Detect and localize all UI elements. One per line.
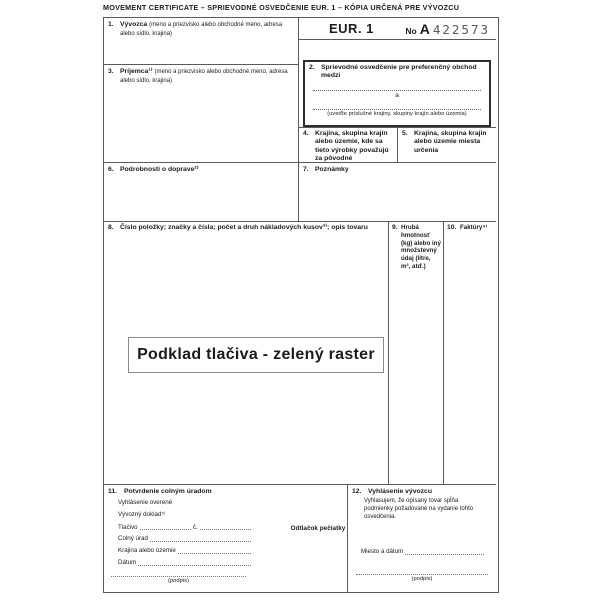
form-code: EUR. 1 xyxy=(329,21,374,36)
field-1-exporter xyxy=(104,18,299,65)
exporter-signature-caption: (podpis) xyxy=(411,576,433,582)
field-11-customs-endorsement xyxy=(104,485,348,592)
form-type-row xyxy=(118,525,253,532)
field-2-caption: (uveďte príslušné krajiny, skupiny krajín alebo územia) xyxy=(327,110,467,117)
field-10-label: Faktúry⁴⁾ xyxy=(460,224,488,231)
field-5-number: 5. xyxy=(402,130,408,137)
field-3-consignee xyxy=(104,65,299,163)
field-5-destination xyxy=(398,128,496,163)
fields-4-5-row xyxy=(299,127,496,163)
field-6-label: Podrobnosti o doprave²⁾ xyxy=(120,166,199,173)
form-code-header xyxy=(299,18,496,40)
field-8-number: 8. xyxy=(108,224,114,231)
serial-number: 422573 xyxy=(432,21,490,37)
customs-signature-line xyxy=(111,576,246,577)
field-2-preferential-trade xyxy=(303,60,491,127)
field-12-label: Vyhlásenie vývozcu xyxy=(368,488,432,495)
exporter-signature-block xyxy=(356,574,488,582)
field-6-number: 6. xyxy=(108,166,114,173)
field-9-label: Hrubá hmotnosť (kg) alebo iný množstevný údaj (litre, m³, atď.) xyxy=(401,224,441,270)
field-9-gross-mass xyxy=(389,222,444,484)
issuing-country-fill xyxy=(178,553,251,554)
field-3-label: Príjemca¹⁾ (meno a priezvisko alebo obchodné meno, adresa alebo sídlo, krajina) xyxy=(120,68,288,84)
customs-office-label: Colný úrad xyxy=(118,535,148,543)
field-4-number: 4. xyxy=(303,130,309,137)
field-4-origin-country xyxy=(299,128,398,163)
field-1-number: 1. xyxy=(108,21,114,28)
date-row xyxy=(118,560,253,567)
field-10-number: 10. xyxy=(447,224,457,231)
customs-signature-caption: (podpis) xyxy=(168,578,189,584)
field-2-label: Sprievodné osvedčenie pre preferenčný obchod medzi xyxy=(321,64,477,80)
form-type-label: Tlačivo xyxy=(118,523,138,531)
field-2-number: 2. xyxy=(309,64,315,71)
field-4-label: Krajina, skupina krajín alebo územie, kde sa tieto výrobky považujú za pôvodné xyxy=(315,130,389,163)
field-2-country-line-2 xyxy=(313,109,481,110)
field-11-label: Potvrdenie colným úradom xyxy=(124,488,212,495)
field-7-number: 7. xyxy=(303,166,309,173)
form-type-fill xyxy=(140,529,191,530)
stamp-imprint-label: Odtlačok pečiatky xyxy=(290,525,346,532)
date-label: Dátum xyxy=(118,559,137,567)
field-7-label: Poznámky xyxy=(315,166,349,173)
issuing-country-label: Krajina alebo územie xyxy=(118,547,176,555)
issuing-country-row xyxy=(118,548,253,555)
field-12-exporter-declaration xyxy=(348,485,496,592)
field-5-label: Krajina, skupina krajín alebo územie miesta určenia xyxy=(414,130,487,154)
field-2-conjunction: a xyxy=(395,91,399,99)
green-raster-note: Podklad tlačiva - zelený raster xyxy=(128,337,384,373)
field-2-country-line-1 xyxy=(313,90,481,91)
place-date-row xyxy=(361,549,486,556)
field-11-lines xyxy=(118,499,253,567)
field-6-transport xyxy=(104,163,299,222)
field-8-label: Číslo položky; značky a čísla; počet a druh nákladových kusov³⁾; opis tovaru xyxy=(120,224,368,231)
serial-group xyxy=(405,21,490,37)
field-9-number: 9. xyxy=(392,224,398,231)
field-7-remarks xyxy=(299,163,496,222)
series-letter: A xyxy=(419,20,430,37)
customs-signature-block xyxy=(111,576,246,584)
field-12-number: 12. xyxy=(352,488,362,495)
no-label: No xyxy=(405,25,417,36)
declaration-text: Vyhlasujem, že opísaný tovar spĺňa podmienky požadované na vydanie tohto osvedčenia. xyxy=(364,498,474,521)
form-no-label: č. xyxy=(192,523,198,531)
declaration-certified-line: Vyhlásenie overené xyxy=(118,499,173,506)
field-1-label: Vývozca (meno a priezvisko alebo obchodné meno, adresa alebo sídlo, krajina) xyxy=(120,21,283,37)
eur1-form xyxy=(103,17,499,593)
place-date-fill xyxy=(405,554,484,555)
field-10-invoices xyxy=(444,222,496,484)
export-document-line: Vývozný doklad⁵⁾ xyxy=(118,510,166,518)
date-fill xyxy=(138,565,251,566)
field-3-number: 3. xyxy=(108,68,114,75)
exporter-signature-line xyxy=(356,574,488,575)
place-date-label: Miesto a dátum xyxy=(361,548,404,555)
customs-office-fill xyxy=(150,541,251,542)
document-title: MOVEMENT CERTIFICATE – SPRIEVODNÉ OSVEDČENIE EUR. 1 – KÓPIA URČENÁ PRE VÝVOZCU xyxy=(103,3,460,12)
form-no-fill xyxy=(200,529,251,530)
customs-office-row xyxy=(118,536,253,543)
field-11-number: 11. xyxy=(108,488,118,495)
